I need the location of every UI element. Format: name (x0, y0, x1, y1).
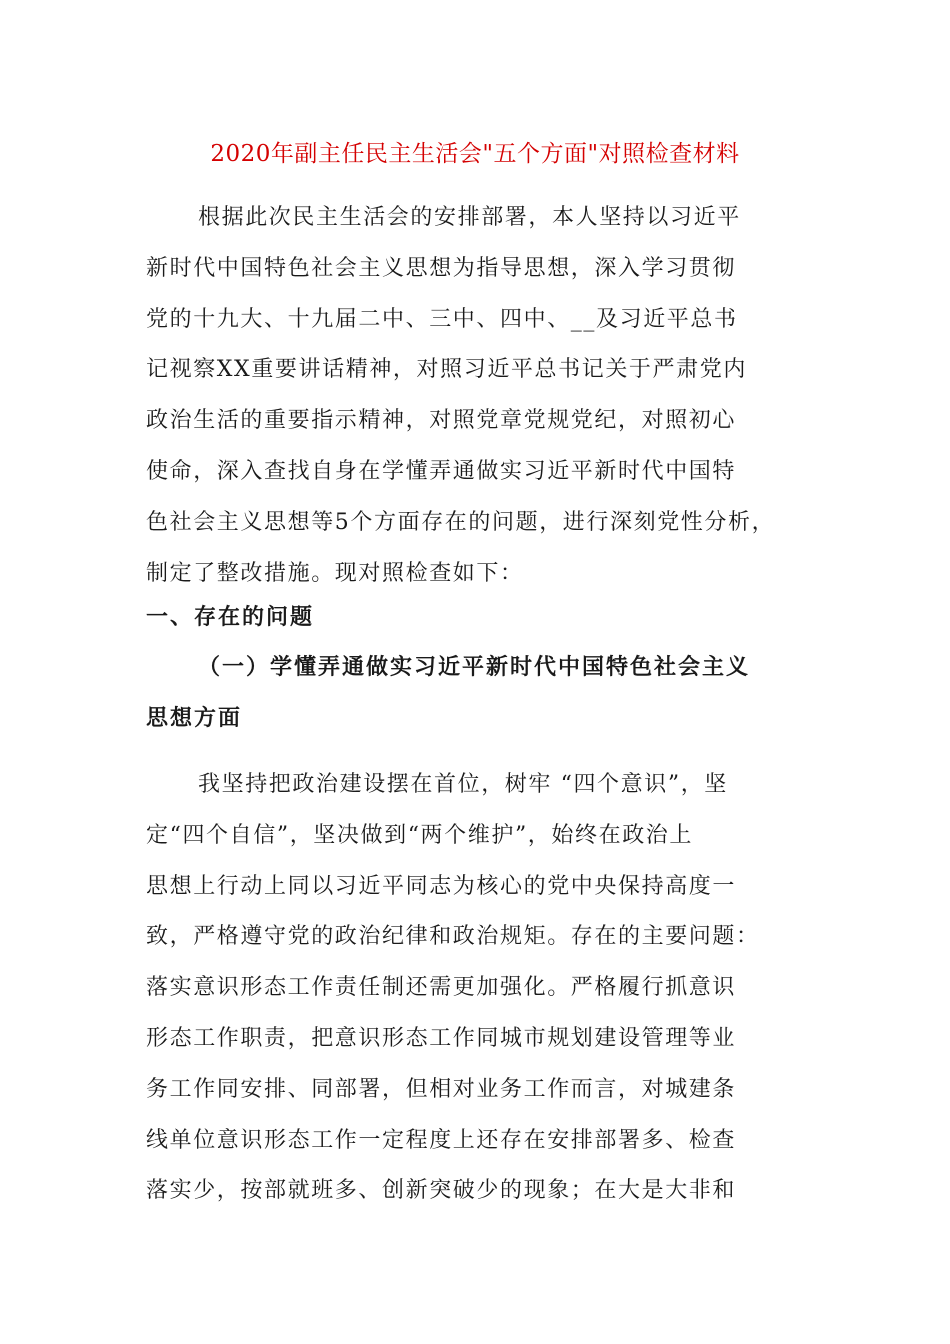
paragraph-line: 我坚持把政治建设摆在首位，树牢 “四个意识”，坚 (198, 772, 728, 797)
paragraph-line: 务工作同安排、同部署，但相对业务工作而言，对城建条 (146, 1076, 737, 1102)
paragraph-line: 使命，深入查找自身在学懂弄通做实习近平新时代中国特 (146, 458, 737, 484)
intro-paragraph (146, 193, 826, 599)
paragraph-line: 落实少，按部就班多、创新突破少的现象；在大是大非和 (146, 1178, 737, 1204)
section-heading (146, 593, 826, 644)
paragraph-line: 落实意识形态工作责任制还需更加强化。严格履行抓意识 (146, 975, 737, 1001)
paragraph-line: 记视察XX重要讲话精神，对照习近平总书记关于严肃党内 (146, 357, 747, 383)
paragraph-line: 根据此次民主生活会的安排部署，本人坚持以习近平 (198, 205, 741, 230)
paragraph-line: 色社会主义思想等5个方面存在的问题，进行深刻党性分析， (146, 509, 776, 535)
paragraph-line: 思想上行动上同以习近平同志为核心的党中央保持高度一 (146, 873, 737, 899)
paragraph-line: 政治生活的重要指示精神，对照党章党规党纪，对照初心 (146, 408, 737, 434)
paragraph-line: 线单位意识形态工作一定程度上还存在安排部署多、检查 (146, 1127, 737, 1153)
document-title: 2020年副主任民主生活会"五个方面"对照检查材料 (210, 141, 740, 167)
paragraph-line: 致，严格遵守党的政治纪律和政治规矩。存在的主要问题： (146, 924, 760, 950)
paragraph-line: 制定了整改措施。现对照检查如下： (146, 560, 524, 586)
subsection-heading (146, 643, 826, 745)
body-paragraph (146, 760, 826, 1217)
paragraph-line: 形态工作职责，把意识形态工作同城市规划建设管理等业 (146, 1025, 737, 1051)
subsection-heading-line: 思想方面 (146, 705, 243, 731)
paragraph-line: 定“四个自信”，坚决做到“两个维护”，始终在政治上 (146, 822, 693, 848)
paragraph-line: 党的十九大、十九届二中、三中、四中、__及习近平总书 (146, 306, 738, 332)
subsection-heading-line: （一）学懂弄通做实习近平新时代中国特色社会主义 (198, 655, 751, 680)
paragraph-line: 新时代中国特色社会主义思想为指导思想，深入学习贯彻 (146, 255, 737, 281)
section-heading-text: 一、存在的问题 (146, 605, 315, 630)
